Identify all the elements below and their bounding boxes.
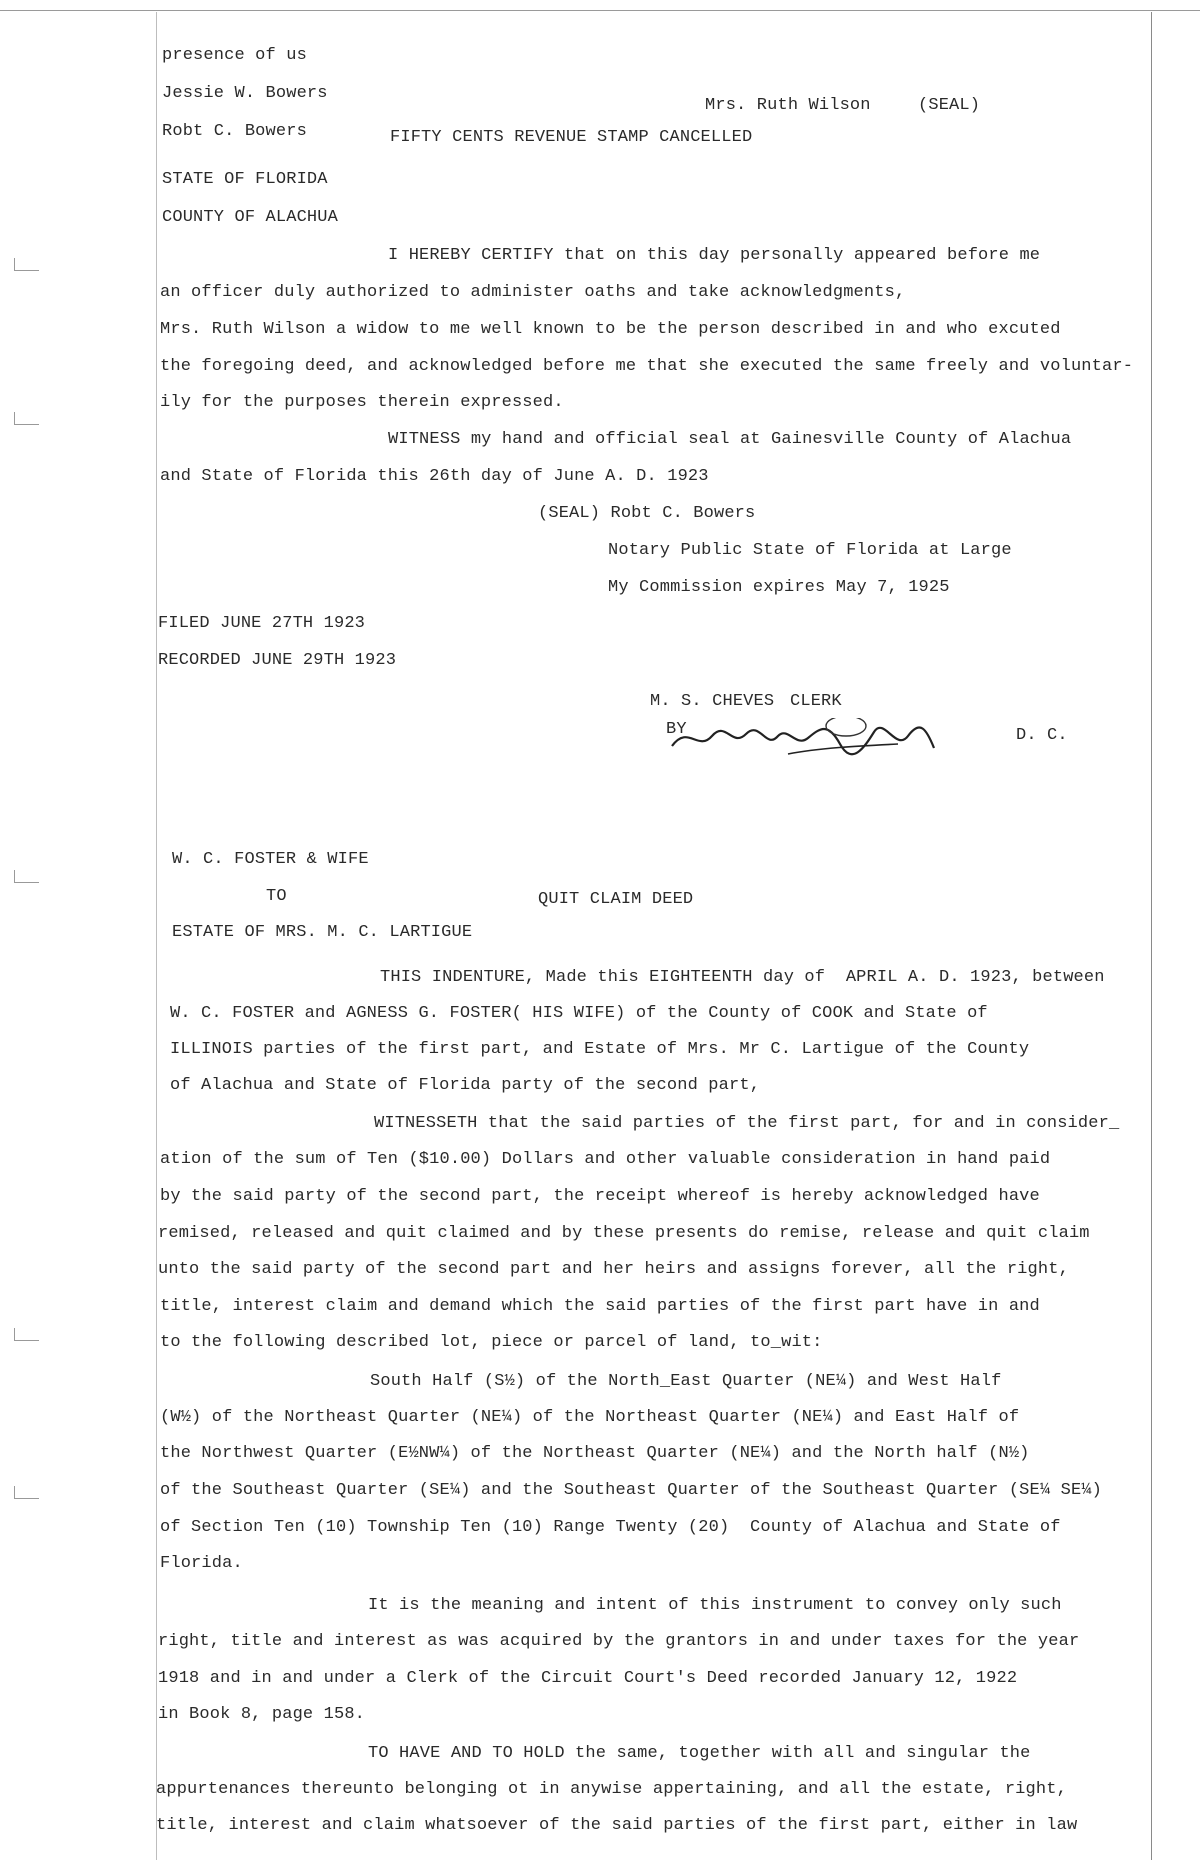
seal-label: (SEAL)	[918, 96, 981, 115]
handwritten-signature	[668, 718, 938, 758]
deed-text: It is the meaning and intent of this instrument to convey only such	[368, 1596, 1062, 1615]
top-border-line	[0, 10, 1200, 11]
county-heading: COUNTY OF ALACHUA	[162, 208, 338, 227]
certificate-text: WITNESS my hand and official seal at Gainesville County of Alachua	[388, 430, 1072, 449]
legal-description: South Half (S½) of the North_East Quarter (NE¼) and West Half	[370, 1372, 1002, 1391]
text-line: presence of us	[162, 46, 307, 65]
deed-title: QUIT CLAIM DEED	[538, 890, 694, 909]
recorded-date: RECORDED JUNE 29TH 1923	[158, 651, 397, 670]
certificate-text: Mrs. Ruth Wilson a widow to me well known to be the person described in and who excuted	[160, 320, 1061, 339]
grantor-heading: W. C. FOSTER & WIFE	[172, 850, 369, 869]
to-label: TO	[266, 887, 287, 906]
deed-text: TO HAVE AND TO HOLD the same, together with all and singular the	[368, 1744, 1031, 1763]
certificate-text: an officer duly authorized to administer oaths and take acknowledgments,	[160, 283, 906, 302]
certificate-text: the foregoing deed, and acknowledged before me that she executed the same freely and voluntar-	[160, 357, 1134, 376]
legal-description: of Section Ten (10) Township Ten (10) Range Twenty (20) County of Alachua and State of	[160, 1518, 1061, 1537]
clerk-title: CLERK	[790, 692, 842, 711]
deed-text: remised, released and quit claimed and by these presents do remise, release and quit claim	[158, 1224, 1090, 1243]
certificate-text: and State of Florida this 26th day of June A. D. 1923	[160, 467, 709, 486]
deed-text: W. C. FOSTER and AGNESS G. FOSTER( HIS WIFE) of the County of COOK and State of	[170, 1004, 988, 1023]
legal-description: (W½) of the Northeast Quarter (NE¼) of the Northeast Quarter (NE¼) and East Half of	[160, 1408, 1020, 1427]
legal-description: the Northwest Quarter (E½NW¼) of the Northeast Quarter (NE¼) and the North half (N½)	[160, 1444, 1030, 1463]
notary-signature: (SEAL) Robt C. Bowers	[538, 504, 756, 523]
grantee-heading: ESTATE OF MRS. M. C. LARTIGUE	[172, 923, 473, 942]
notary-commission: My Commission expires May 7, 1925	[608, 578, 950, 597]
deed-text: to the following described lot, piece or parcel of land, to_wit:	[160, 1333, 823, 1352]
deputy-clerk-label: D. C.	[1016, 726, 1068, 745]
state-heading: STATE OF FLORIDA	[162, 170, 328, 189]
binder-mark	[14, 870, 39, 883]
legal-description: of the Southeast Quarter (SE¼) and the Southeast Quarter of the Southeast Quarter (SE¼ SE¼)	[160, 1481, 1103, 1500]
binder-mark	[14, 1486, 39, 1499]
binder-mark	[14, 412, 39, 425]
deed-text: 1918 and in and under a Clerk of the Circuit Court's Deed recorded January 12, 1922	[158, 1669, 1018, 1688]
left-margin-line	[156, 12, 157, 1860]
deed-text: title, interest claim and demand which the said parties of the first part have in and	[160, 1297, 1040, 1316]
deed-text: appurtenances thereunto belonging ot in anywise appertaining, and all the estate, right,	[156, 1780, 1067, 1799]
deed-text: in Book 8, page 158.	[158, 1705, 366, 1724]
right-margin-line	[1151, 12, 1152, 1860]
deed-text: right, title and interest as was acquired by the grantors in and under taxes for the year	[158, 1632, 1080, 1651]
deed-text: title, interest and claim whatsoever of the said parties of the first part, either in law	[156, 1816, 1078, 1835]
certificate-text: ily for the purposes therein expressed.	[160, 393, 564, 412]
grantor-signature-name: Mrs. Ruth Wilson	[705, 96, 871, 115]
clerk-name: M. S. CHEVES	[650, 692, 775, 711]
deed-text: of Alachua and State of Florida party of the second part,	[170, 1076, 761, 1095]
witness-name: Robt C. Bowers	[162, 122, 307, 141]
filed-date: FILED JUNE 27TH 1923	[158, 614, 366, 633]
certificate-text: I HEREBY CERTIFY that on this day personally appeared before me	[388, 246, 1041, 265]
deed-text: ation of the sum of Ten ($10.00) Dollars and other valuable consideration in hand paid	[160, 1150, 1051, 1169]
deed-text: by the said party of the second part, the receipt whereof is hereby acknowledged have	[160, 1187, 1040, 1206]
deed-text: ILLINOIS parties of the first part, and Estate of Mrs. Mr C. Lartigue of the County	[170, 1040, 1030, 1059]
deed-text: unto the said party of the second part and her heirs and assigns forever, all the right,	[158, 1260, 1069, 1279]
witness-name: Jessie W. Bowers	[162, 84, 328, 103]
legal-description: Florida.	[160, 1554, 243, 1573]
deed-text: WITNESSETH that the said parties of the first part, for and in consider_	[374, 1114, 1120, 1133]
notary-title: Notary Public State of Florida at Large	[608, 541, 1012, 560]
binder-mark	[14, 1328, 39, 1341]
deed-text: THIS INDENTURE, Made this EIGHTEENTH day of APRIL A. D. 1923, between	[380, 968, 1105, 987]
binder-mark	[14, 258, 39, 271]
revenue-stamp-note: FIFTY CENTS REVENUE STAMP CANCELLED	[390, 128, 753, 147]
by-label: BY	[666, 720, 687, 739]
